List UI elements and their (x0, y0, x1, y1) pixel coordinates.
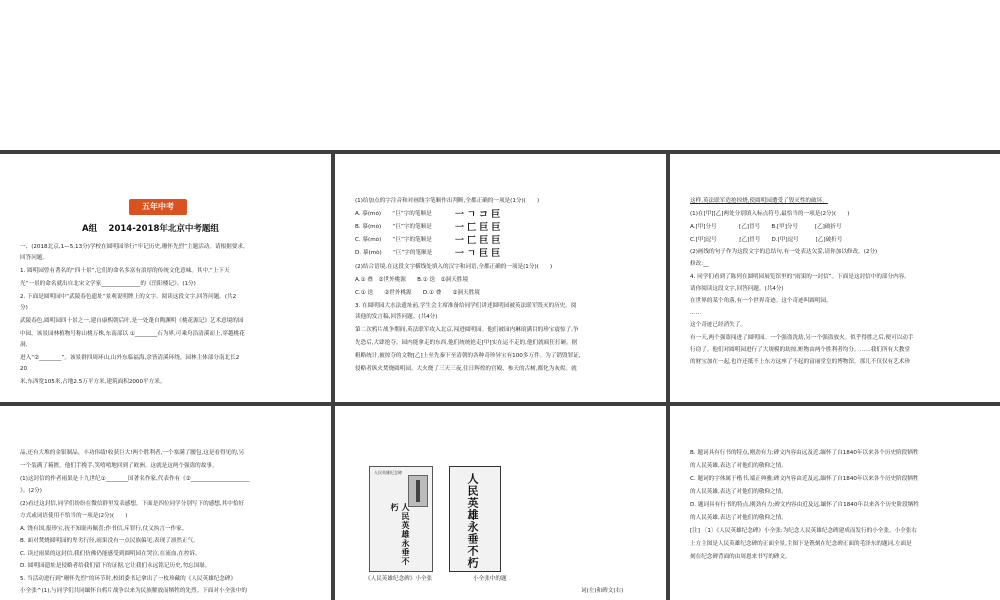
image-caption: 词(左)和碑文(右) (581, 588, 624, 594)
text-line: B. 面对焚烧圆明园的卑劣行径,雨果没有一点民族偏见,表现了凛然正气。 (20, 538, 199, 544)
text-line: (1)在[甲][乙]两处分别填入标点符号,最恰当的一项是(2分)( ) (690, 211, 850, 217)
text-line: C.① 迭 ②世外桃源 D.① 叠 ②洞天胜境 (355, 290, 480, 296)
text-line: 先恐后,大肆抢夺。园内能拿走的东西,他们统统抢走[甲]实在运不走的,他们就疯狂打砸。据 (355, 340, 578, 346)
text-line: …… (690, 310, 702, 316)
text-line: D. 摹(mò) “巨”字的笔顺是 (355, 250, 433, 256)
slide-4[interactable] (0, 406, 331, 600)
text-line: 这个奇迹已经消失了。 (690, 322, 746, 328)
text-line: 分) (20, 305, 28, 311)
text-line: 第二次鸦片战争期间,英法联军攻入北京,闯进圆明园。他们被园内琳琅满目的珍宝震惊了,争 (355, 327, 579, 333)
stroke-order-glyph: 一 匚 巨 巨 (455, 236, 501, 246)
text-line: C. 题词的字体属于楷书,端正典雅;碑文内容由近及远,缅怀了自1840年以来各个历史阶段牺牲 (690, 476, 919, 482)
text-line: 修改:__ (690, 261, 709, 267)
text-line: 请你阅读这段文字,回答问题。(共4分) (690, 286, 784, 292)
text-line: 进入“②________”。该景群四周环山,山外东临福海,余皆清溪环绕。园林主体部分南北长2 (20, 355, 240, 361)
text-line: B. 摹(mò) “巨”字的笔顺是 (355, 224, 432, 230)
text-line: B. 题词具有行书的特点,刚劲有力;碑文内容由远及近,缅怀了自1840年以来各个历史阶段牺牲 (690, 450, 919, 456)
text-line: 有一天,两个强盗闯进了圆明园。一个强盗洗劫,另一个强盗放火。似乎得胜之后,便可以动手 (690, 335, 914, 341)
text-line: C. 摹(mó) “巨”字的笔顺是 (355, 237, 432, 243)
text-line: 的人民英雄,表达了对他们的敬仰之情。 (690, 515, 787, 521)
text-line: A.① 叠 ②世外桃源 B.① 迭 ②洞天胜境 (355, 277, 469, 283)
text-line: A. 摹(mó) “巨”字的笔顺是 (355, 211, 432, 217)
text-line: 品,还有大堆的金银制品。丰功伟绩!收获巨大!两个胜利者,一个塞满了腰包,这是看得见的,另 (20, 450, 245, 456)
stroke-order-glyph: 一 ㄱ 巨 巨 (455, 249, 501, 259)
text-line: 一个装满了箱匮。他们手挽手,笑嘻嘻地回到了欧洲。这就是这两个强盗的故事。 (20, 463, 218, 469)
text-line: 光”一景的命名就出自北宋文学家______________的《岳阳楼记》。(1分) (20, 281, 196, 287)
text-line: 20 (20, 366, 28, 372)
text-line: [注] 〔1〕《人民英雄纪念碑》小全张:为纪念人民英雄纪念碑建成而发行的小全张。小全张右 (690, 528, 917, 534)
stamp-sheet-title: 人民英雄纪念碑 (374, 470, 402, 475)
text-line: D. 题词具有行书的特点,刚劲有力;碑文内容由近及远,缅怀了自1840年以来各个历史阶段牺牲 (690, 502, 919, 508)
slide-5[interactable] (335, 406, 666, 600)
text-line: 粗略统计,被掠夺的文物[乙]上至先秦下至清朝的各种奇珍异宝有100多万件。为了销毁罪证, (355, 353, 581, 359)
image-caption: 《人民英雄纪念碑》小全张 (365, 576, 433, 582)
text-line: 的人民英雄,表达了对他们的敬仰之情。 (690, 489, 787, 495)
text-line: 1. 圆明园曾有著名的“四十景”,它们的命名多富有浪厚的传统文化意味。其中,“上下天 (20, 268, 230, 274)
stroke-order-glyph: 一 ㄱ コ 巨 (455, 210, 501, 220)
text-line: 行窃了。他们对圆明园进行了大规模的劫掠,赃物由两个胜利者均分。……我们所有大教堂 (690, 347, 910, 353)
top-blank-area (0, 0, 1000, 150)
image-caption: 小全张中的题 (473, 576, 507, 582)
text-line: 刻在纪念碑背面的由周恩来书写的碑文。 (690, 554, 791, 560)
text-line: 洞, (20, 342, 28, 348)
text-line: 这样,英法联军造抢掠烧,使圆明园遭受了毁灭性的破坏。 (690, 198, 828, 204)
text-line: 2. 下面是圆明园中“武陵春色遗址”景观说明牌上的文字。阅读这段文字,回答问题。(共2 (20, 294, 237, 300)
stamp-sheet-photo[interactable] (369, 466, 433, 572)
text-line: A. 饶有国,报珍宝,抚不知耻再佩喜;作书信,斥罪行,仗义执言一作家。 (20, 526, 188, 532)
text-line: (1)这封信的作者雨果是十九世纪①________国著名作家,代表作有《②_____________________ (20, 476, 250, 482)
text-line: 的人民英雄,表达了对他们的敬仰之情。 (690, 463, 787, 469)
text-line: 回答问题。 (20, 255, 48, 261)
section-badge: 五年中考 (129, 199, 187, 215)
slide-3[interactable] (670, 154, 1000, 402)
slide-6[interactable] (670, 406, 1000, 600)
monument-icon (416, 480, 420, 502)
text-line: C. 读过雨果的这封信,我们仿佛仍能感受到圆明园在哭泣,在流血,在控诉。 (20, 551, 201, 557)
text-line: 3. 在圆明园大水法遗址前,学生会主席准备给同学们讲述圆明园被英法联军毁灭的历史。阅 (355, 303, 577, 309)
text-line: 武陵春色,圆明园四十景之一,建自康熙朝后叶,是一处蓬自陶渊明《桃花源记》艺术意境的园 (20, 318, 244, 324)
text-line: 侵略者纵火焚烧圆明园。大火烧了三天三夜,往日辉煌的宫殿、参天的古树,都化为灰烬。就 (355, 366, 577, 372)
text-line: 一、(2018北京,1—5,13分)学校在圆明园举行“牢记历史,珊怀先烈”主题活动。请根据要求, (20, 244, 245, 250)
inscription-text: 人民英雄永垂不朽 (390, 503, 411, 566)
text-line: D. 圆明园遗址是侵略者给我们留下的证据,它让我们永远铭记历史,勿忘国耻。 (20, 563, 211, 569)
text-line: C.[甲]逗号 [乙]冒号 D.[甲]逗号 [乙]破折号 (690, 237, 843, 243)
text-line: (1)给加点的字注音和对画线字笔顺作出判断,全都正确的一项是(1分)( ) (355, 198, 540, 204)
slide-2[interactable] (335, 154, 666, 402)
text-line: 的财宝加在一起,也许还抵不上东方这座了不起的富丽堂皇的博物馆。那儿不仅仅有艺术珍 (690, 359, 910, 365)
text-line: 4. 同学们看到了陈列在圆明园展览馆里的“雨果的一封信”。下面是这封信中的部分内容, (690, 274, 907, 280)
text-line: 小全张^(1),与同学们共同缅怀自鸦片战争以来为民族解放而牺牲的先烈。下面对小全张中的 (20, 588, 247, 594)
text-line: 中园。该景园林植物号称山桃万株,东南部以 ①________石为界,可乘舟沿清溪而上,穿越桃花 (20, 331, 245, 337)
text-line: (2)看过这封信,同学们纷纷在微信群里发表感想。下面是四位同学分别写下的感想,其中恰好 (20, 501, 245, 507)
text-line: A.[甲]分号 [乙]冒号 B.[甲]分号 [乙]破折号 (690, 224, 842, 230)
text-line: 》。(2分) (20, 488, 42, 494)
text-line: 方式或词语使用不恰当的一项是(2分)( ) (20, 513, 128, 519)
section-heading: A组 2014-2018年北京中考题组 (82, 224, 219, 234)
slide-1[interactable] (0, 154, 331, 402)
text-line: 5. 当活动进行到“珊怀先烈”的环节时,校团委书记拿出了一枚珍藏的《人民英雄纪念碑》 (20, 576, 237, 582)
text-line: 上方主图是人民英雄纪念碑的正面全景,主图下是镌刻在纪念碑正面的毛泽东的题词,左面是 (690, 541, 912, 547)
calligraphy-text: 人民英雄永垂不朽 (466, 473, 479, 569)
text-line: (2)结合语境,在这段文字横线处填入的汉字和词语,全都正确的一项是(1分)( ) (355, 264, 553, 270)
text-line: 读他的发言稿,回答问题。(共4分) (355, 314, 438, 320)
text-line: 米,东西宽105米,占地2.5万平方米,建筑面积2000平方米。 (20, 379, 166, 385)
text-line: 在世界的某个角落,有一个世界奇迹。这个奇迹叫圆明园。 (690, 298, 832, 304)
text-line: (2)画线的句子作为这段文字的总结句,有一处表达欠妥,请你加以修改。(2分) (690, 249, 878, 255)
stroke-order-glyph: 一 匚 巨 巨 (455, 223, 501, 233)
inscription-photo[interactable] (449, 466, 501, 572)
